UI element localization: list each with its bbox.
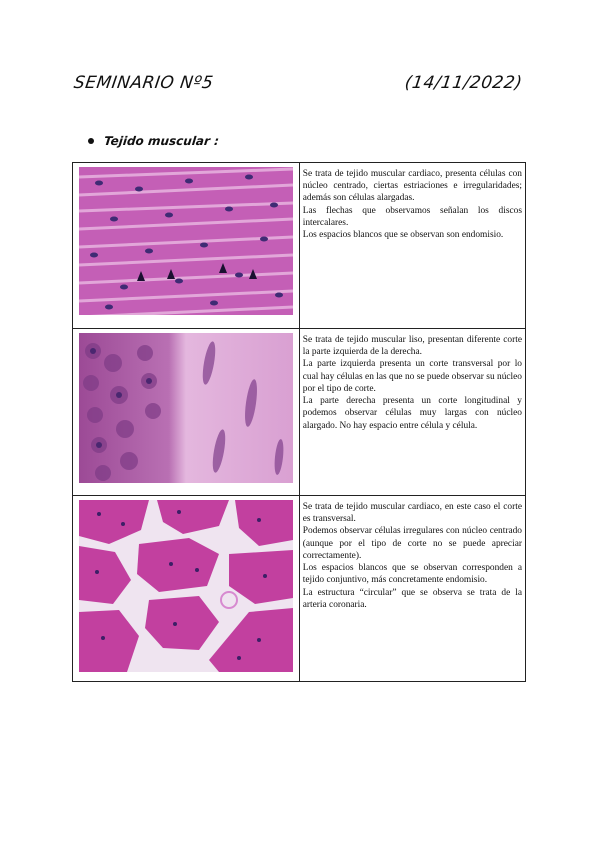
document-date: (14/11/2022) bbox=[403, 73, 524, 93]
table-row bbox=[73, 163, 526, 329]
description-paragraph: Se trata de tejido muscular liso, presentan diferente corte la parte izquierda de la derecha. bbox=[302, 335, 522, 358]
section-heading-label: Tejido muscular : bbox=[103, 134, 220, 148]
section-heading bbox=[88, 134, 219, 148]
bullet-icon bbox=[88, 138, 94, 144]
description-paragraph: Se trata de tejido muscular cardiaco, presenta células con núcleo centrado, ciertas estriaciones e irregularidades; además son células alargadas. bbox=[302, 169, 522, 204]
smooth-muscle-micrograph bbox=[79, 333, 293, 483]
description-cell bbox=[299, 496, 525, 682]
cardiac-longitudinal-micrograph bbox=[79, 167, 293, 315]
description-paragraph: La parte izquierda presenta un corte transversal por lo cual hay células en las que no se puede observar su núcleo por el tipo de corte. bbox=[302, 359, 522, 394]
description-cell bbox=[299, 163, 525, 329]
cardiac-transverse-micrograph bbox=[79, 500, 293, 672]
tissue-table bbox=[72, 162, 526, 682]
description-paragraph: La estructura “circular” que se observa se trata de la arteria coronaria. bbox=[302, 587, 522, 610]
image-cell bbox=[73, 496, 300, 682]
document-title: SEMINARIO Nº5 bbox=[72, 73, 215, 93]
description-paragraph: Podemos observar células irregulares con núcleo centrado (aunque por el tipo de corte no se puede apreciar correctamente). bbox=[302, 526, 522, 561]
description-paragraph: Los espacios blancos que se observan son endomisio. bbox=[302, 230, 504, 241]
description-paragraph: La parte derecha presenta un corte longitudinal y podemos observar células muy largas con núcleo alargado. No hay espacio entre célula y célula. bbox=[302, 396, 522, 431]
table-row bbox=[73, 496, 526, 682]
description-paragraph: Los espacios blancos que se observan corresponden a tejido conjuntivo, más concretamente endomisio. bbox=[302, 563, 522, 586]
description-paragraph: Las flechas que observamos señalan los discos intercalares. bbox=[302, 205, 522, 228]
table-row bbox=[73, 329, 526, 496]
image-cell bbox=[73, 329, 300, 496]
description-paragraph: Se trata de tejido muscular cardiaco, en este caso el corte es transversal. bbox=[302, 502, 522, 525]
image-cell bbox=[73, 163, 300, 329]
description-cell bbox=[299, 329, 525, 496]
